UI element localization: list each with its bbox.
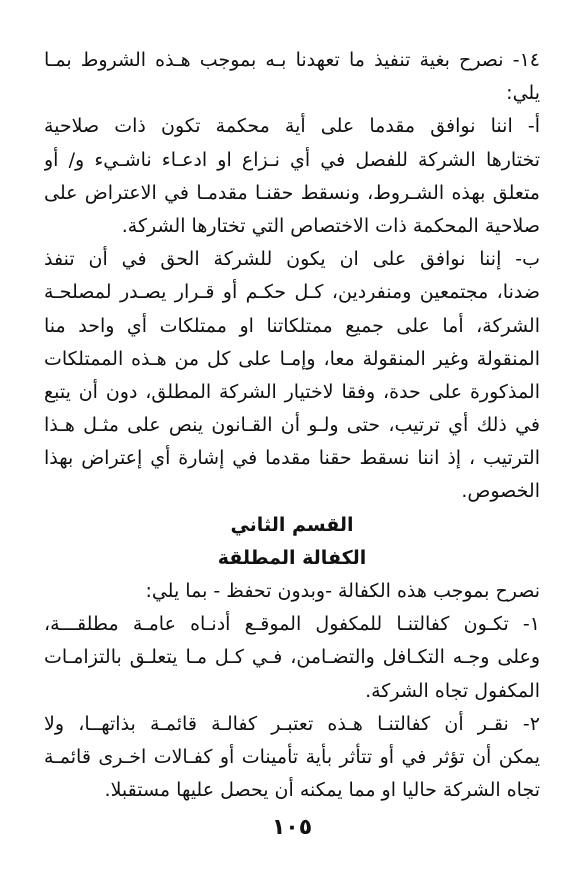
text-line: ١٤- نصرح بغية تنفيذ ما تعهدنا بـه بموجب هـذه الشروط بمـا bbox=[44, 49, 540, 71]
text-line: تجاه الشركة حاليا او مما يمكنه أن يحصل عليها مستقبلا. bbox=[104, 779, 540, 802]
text-line: المكفول تجاه الشركة. bbox=[365, 679, 540, 702]
text-line: ١- تكـون كفالتنـا للمكفول الموقـع أدنـاه عامـة مطلقـــة، bbox=[44, 613, 540, 636]
section-subheading: الكفالة المطلقة bbox=[217, 546, 367, 569]
text-line: المذكورة على حدة، وفقا لاختيار الشركة المطلق، دون أن يتبع bbox=[44, 380, 540, 403]
text-line: الخصوص. bbox=[461, 480, 540, 503]
text-line: يمكن أن تؤثر في أو تتأثر بأية تأمينات أو كفـالات اخـرى قائمـة bbox=[44, 745, 540, 768]
text-line: صلاحية المحكمة ذات الاختصاص التي تختارها الشركة. bbox=[121, 214, 540, 237]
text-line: أ- اننا نوافق مقدما على أية محكمة تكون ذات صلاحية bbox=[44, 115, 540, 138]
text-line: وعلى وجـه التكـافل والتضـامن، فـي كـل مـا يتعلـق بالتزامـات bbox=[44, 646, 540, 669]
text-line: ب- إننا نوافق على ان يكون للشركة الحق في أن تنفذ bbox=[44, 248, 540, 271]
page-number: ١٠٥ bbox=[271, 815, 313, 840]
section-heading: القسم الثاني bbox=[230, 513, 354, 536]
text-line: المنقولة وغير المنقولة معا، وإمـا على كل من هـذه الممتلكات bbox=[44, 347, 540, 370]
text-line: في ذلك أي ترتيب، حتى ولـو أن القـانون ينص على مثـل هـذا bbox=[44, 414, 540, 437]
text-line: ضدنا، مجتمعين ومنفردين، كـل حكـم أو قـرار يصـدر لمصلحـة bbox=[44, 281, 540, 304]
text-line: متعلق بهذه الشـروط، ونسقط حقنـا مقدمـا في الاعتراض على bbox=[44, 181, 540, 204]
text-line: الترتيب ، إذ اننا نسقط حقنا مقدما في إشارة أي إعتراض بهذا bbox=[44, 447, 540, 470]
text-line: ٢- نقـر أن كفالتنـا هـذه تعتبـر كفالـة قائمـة بذاتهــا، ولا bbox=[44, 712, 540, 735]
text-line: يلي: bbox=[506, 82, 540, 105]
text-line: الشركة، أما على جميع ممتلكاتنا او ممتلكات أي واحد منا bbox=[44, 314, 540, 337]
text-line: نصرح بموجب هذه الكفالة -وبدون تحفظ - بما يلي: bbox=[145, 580, 540, 602]
text-line: تختارها الشركة للفصل في أي نـزاع او ادعـاء ناشـيء و/ أو bbox=[44, 148, 540, 171]
